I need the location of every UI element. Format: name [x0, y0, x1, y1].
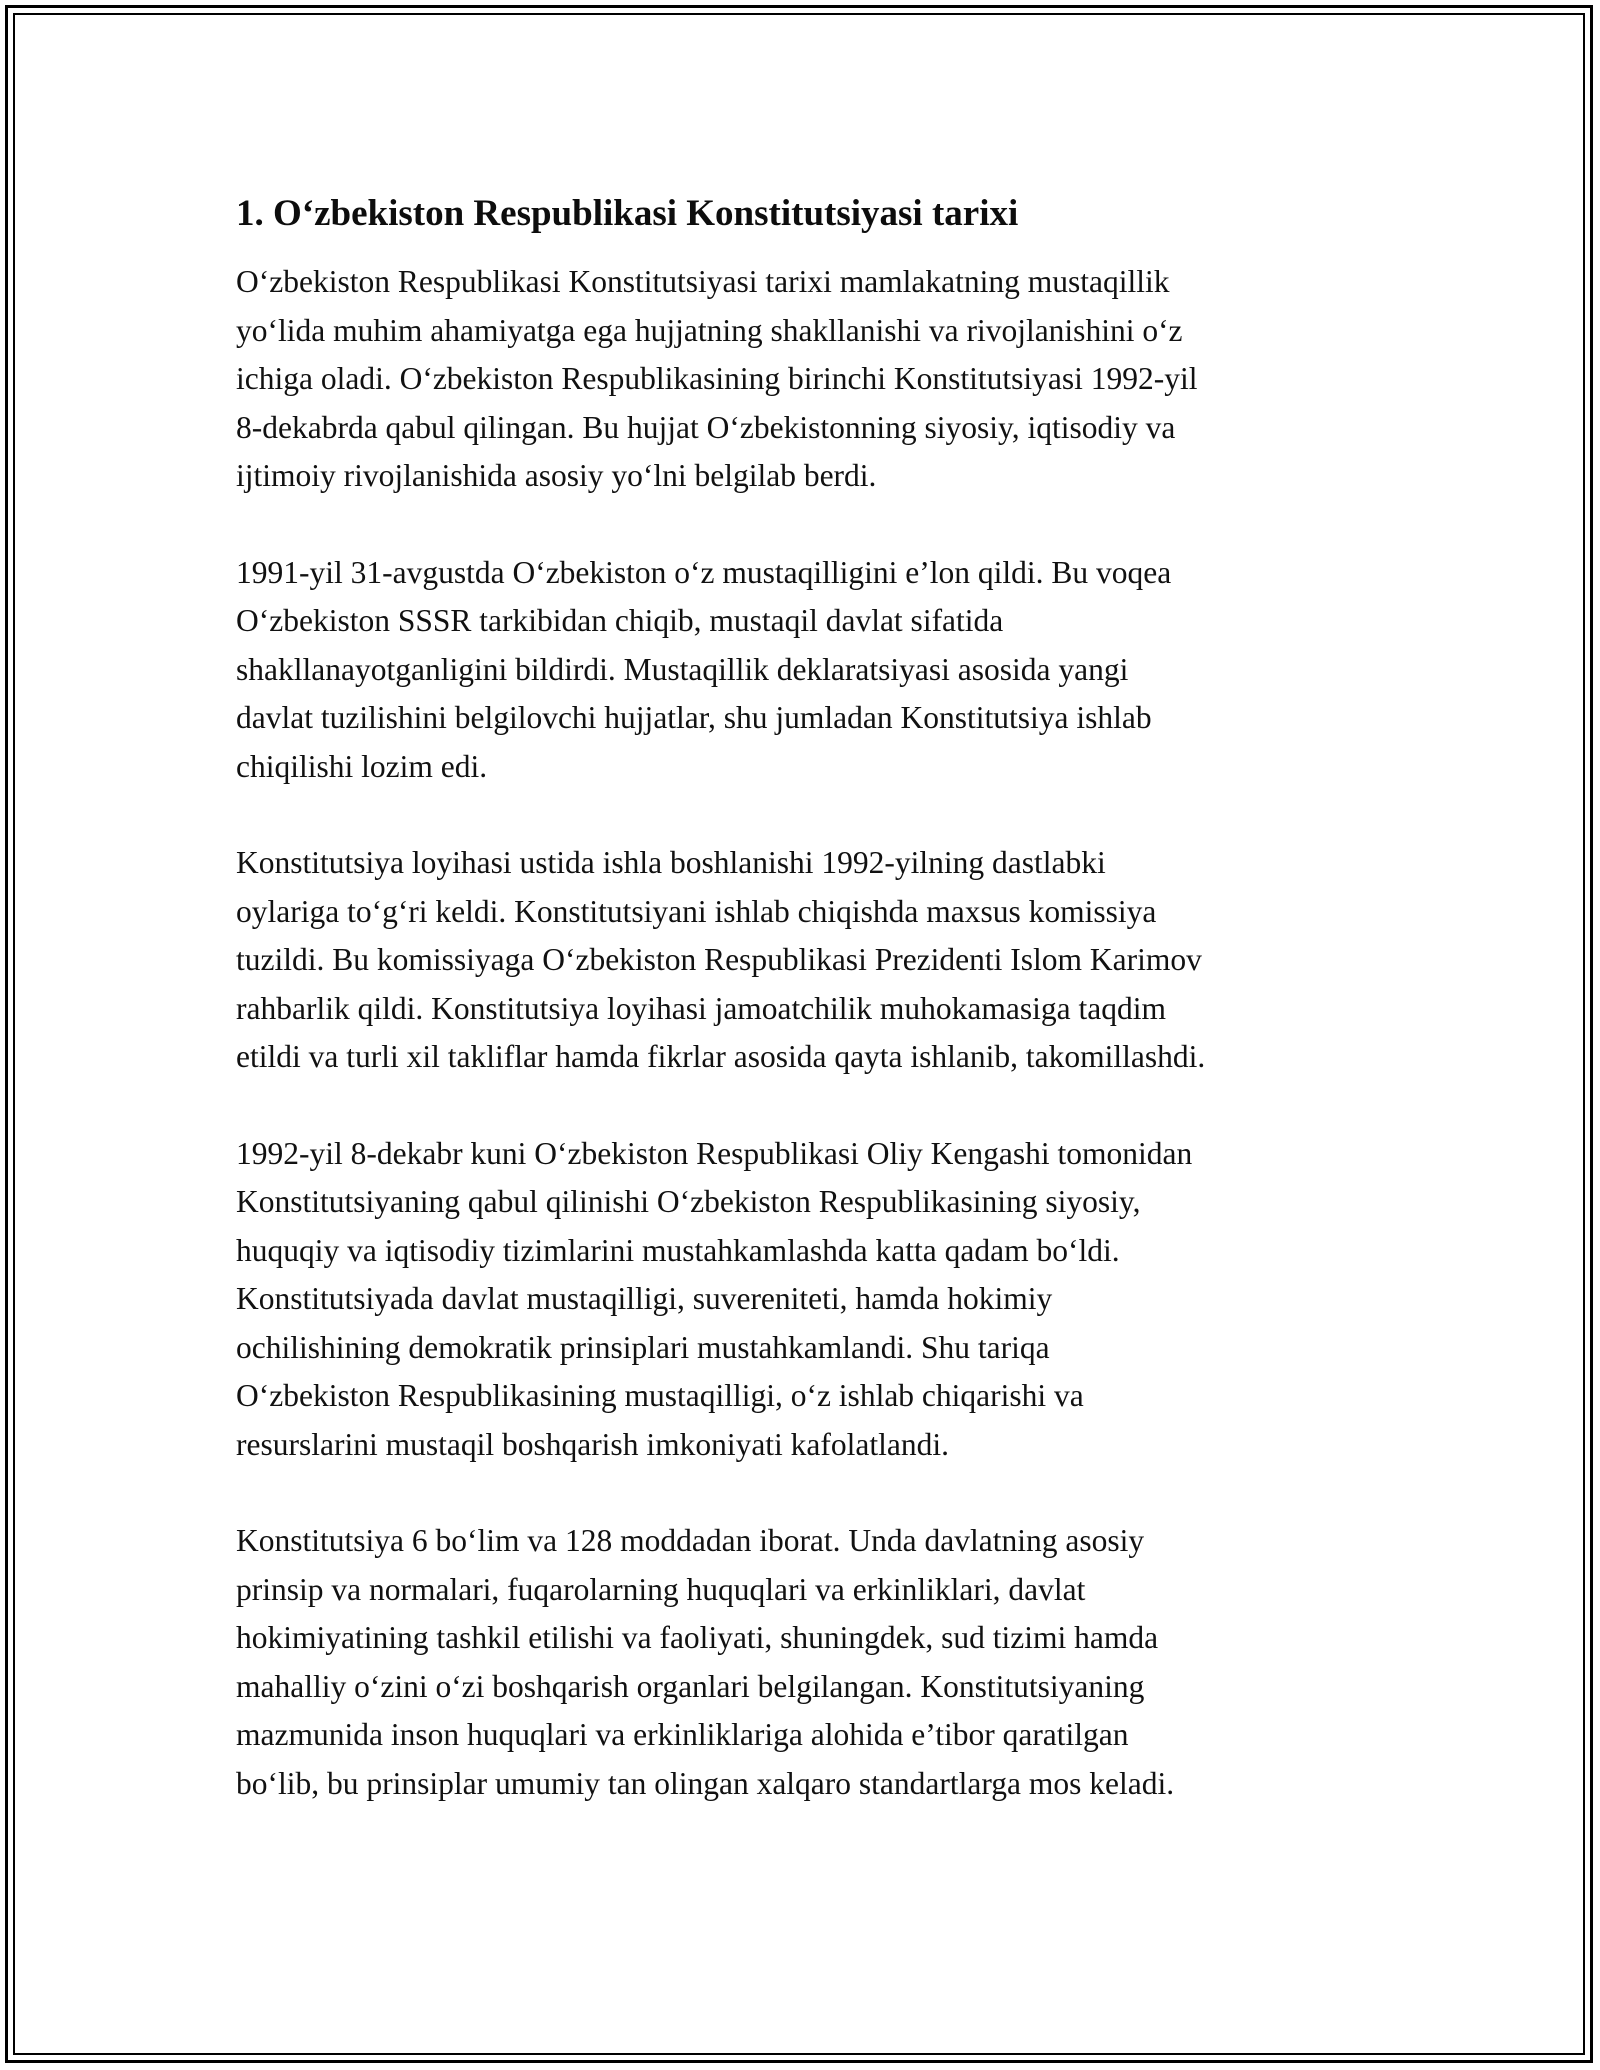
- paragraph-line: rahbarlik qildi. Konstitutsiya loyihasi jamoatchilik muhokamasiga taqdim: [236, 990, 1166, 1026]
- paragraph-line: Konstitutsiyaning qabul qilinishi O‘zbekiston Respublikasining siyosiy,: [236, 1184, 1141, 1219]
- paragraph-line: chiqilishi lozim edi.: [236, 748, 488, 784]
- paragraph-line: mahalliy o‘zini o‘zi boshqarish organlari belgilangan. Konstitutsiyaning: [236, 1668, 1145, 1704]
- paragraph-line: O‘zbekiston Respublikasining mustaqilligi, o‘z ishlab chiqarishi va: [236, 1378, 1084, 1413]
- paragraph-2: [236, 549, 1376, 792]
- paragraph-5: [236, 1517, 1376, 1808]
- paragraph-3: [236, 839, 1376, 1082]
- paragraph-line: bo‘lib, bu prinsiplar umumiy tan olingan xalqaro standartlarga mos keladi.: [236, 1765, 1175, 1801]
- paragraph-line: 1991-yil 31-avgustda O‘zbekiston o‘z mustaqilligini e’lon qildi. Bu voqea: [236, 554, 1172, 590]
- paragraph-4: [236, 1130, 1376, 1470]
- document-body: [236, 188, 1376, 1856]
- paragraph-line: shakllanayotganligini bildirdi. Mustaqillik deklaratsiyasi asosida yangi: [236, 651, 1129, 687]
- paragraph-line: prinsip va normalari, fuqarolarning huquqlari va erkinliklari, davlat: [236, 1571, 1086, 1607]
- paragraph-1: [236, 258, 1376, 501]
- paragraph-line: Konstitutsiyada davlat mustaqilligi, suvereniteti, hamda hokimiy: [236, 1281, 1053, 1316]
- paragraph-line: 8-dekabrda qabul qilingan. Bu hujjat O‘zbekistonning siyosiy, iqtisodiy va: [236, 409, 1176, 445]
- paragraph-line: huquqiy va iqtisodiy tizimlarini mustahkamlashda katta qadam bo‘ldi.: [236, 1232, 1120, 1268]
- paragraph-line: davlat tuzilishini belgilovchi hujjatlar, shu jumladan Konstitutsiya ishlab: [236, 700, 1152, 735]
- paragraph-line: ochilishining demokratik prinsiplari mustahkamlandi. Shu tariqa: [236, 1329, 1050, 1365]
- paragraph-line: ichiga oladi. O‘zbekiston Respublikasining birinchi Konstitutsiyasi 1992-yil: [236, 361, 1198, 396]
- paragraph-line: tuzildi. Bu komissiyaga O‘zbekiston Respublikasi Prezidenti Islom Karimov: [236, 942, 1202, 977]
- paragraph-line: mazmunida inson huquqlari va erkinliklariga alohida e’tibor qaratilgan: [236, 1717, 1129, 1752]
- paragraph-line: 1992-yil 8-dekabr kuni O‘zbekiston Respublikasi Oliy Kengashi tomonidan: [236, 1135, 1193, 1171]
- section-heading: 1. O‘zbekiston Respublikasi Konstitutsiyasi tarixi: [236, 193, 1019, 234]
- paragraph-line: O‘zbekiston Respublikasi Konstitutsiyasi tarixi mamlakatning mustaqillik: [236, 264, 1170, 299]
- paragraph-line: etildi va turli xil takliflar hamda fikrlar asosida qayta ishlanib, takomillashdi.: [236, 1039, 1206, 1074]
- paragraph-line: Konstitutsiya loyihasi ustida ishla boshlanishi 1992-yilning dastlabki: [236, 845, 1106, 880]
- paragraph-line: oylariga to‘g‘ri keldi. Konstitutsiyani ishlab chiqishda maxsus komissiya: [236, 893, 1157, 929]
- paragraph-line: yo‘lida muhim ahamiyatga ega hujjatning shakllanishi va rivojlanishini o‘z: [236, 312, 1183, 348]
- paragraph-line: Konstitutsiya 6 bo‘lim va 128 moddadan iborat. Unda davlatning asosiy: [236, 1523, 1145, 1558]
- paragraph-line: O‘zbekiston SSSR tarkibidan chiqib, mustaqil davlat sifatida: [236, 603, 1004, 638]
- paragraph-line: hokimiyatining tashkil etilishi va faoliyati, shuningdek, sud tizimi hamda: [236, 1620, 1159, 1655]
- paragraph-line: resurslarini mustaqil boshqarish imkoniyati kafolatlandi.: [236, 1426, 949, 1462]
- paragraph-line: ijtimoiy rivojlanishida asosiy yo‘lni belgilab berdi.: [236, 458, 877, 493]
